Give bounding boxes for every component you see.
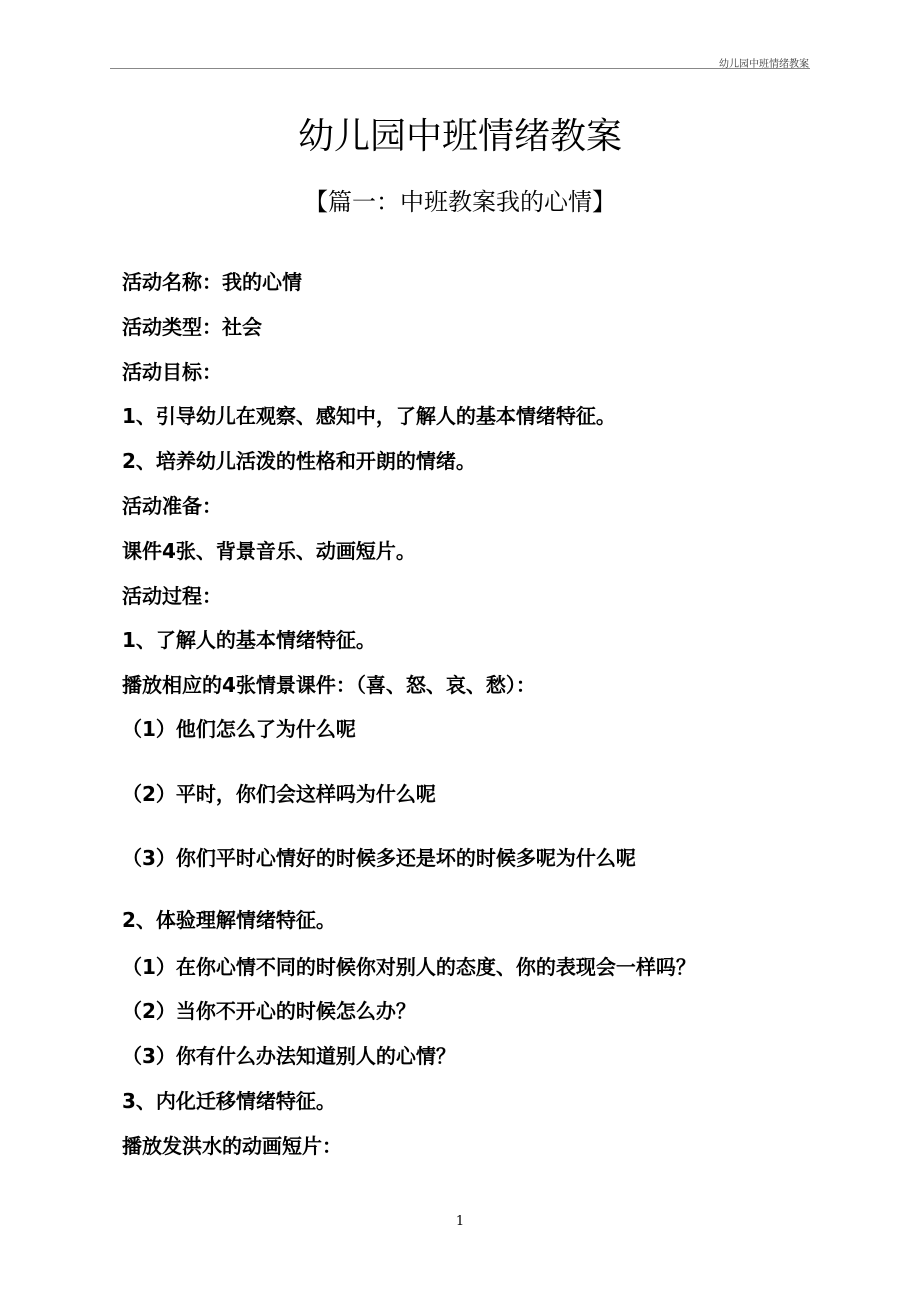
goals-heading: 活动目标： [122,360,222,384]
question-item: （2）平时，你们会这样吗为什么呢 [122,782,436,806]
document-subtitle: 【篇一：中班教案我的心情】 [304,188,616,216]
question-item: （3）你们平时心情好的时候多还是坏的时候多呢为什么呢 [122,846,636,870]
question-item: （1）他们怎么了为什么呢 [122,717,356,741]
process-heading: 活动过程： [122,584,222,608]
process-step: 2、体验理解情绪特征。 [122,908,336,932]
process-text: 播放发洪水的动画短片： [122,1134,342,1158]
running-header-title: 幼儿园中班情绪教案 [719,59,809,70]
preparation-heading: 活动准备： [122,494,222,518]
question-item: （1）在你心情不同的时候你对别人的态度、你的表现会一样吗？ [122,955,696,979]
question-item: （3）你有什么办法知道别人的心情？ [122,1044,456,1068]
header-divider [110,68,810,69]
page-number: 1 [455,1214,465,1229]
question-item: （2）当你不开心的时候怎么办？ [122,999,416,1023]
preparation-content: 课件4张、背景音乐、动画短片。 [122,539,416,563]
process-step: 3、内化迁移情绪特征。 [122,1089,336,1113]
activity-type: 活动类型：社会 [122,315,262,339]
goal-item: 1、引导幼儿在观察、感知中，了解人的基本情绪特征。 [122,404,616,428]
document-title: 幼儿园中班情绪教案 [297,116,622,157]
activity-name: 活动名称：我的心情 [122,270,302,294]
process-step: 1、了解人的基本情绪特征。 [122,628,376,652]
goal-item: 2、培养幼儿活泼的性格和开朗的情绪。 [122,449,476,473]
process-text: 播放相应的4张情景课件：（喜、怒、哀、愁）： [122,673,536,697]
